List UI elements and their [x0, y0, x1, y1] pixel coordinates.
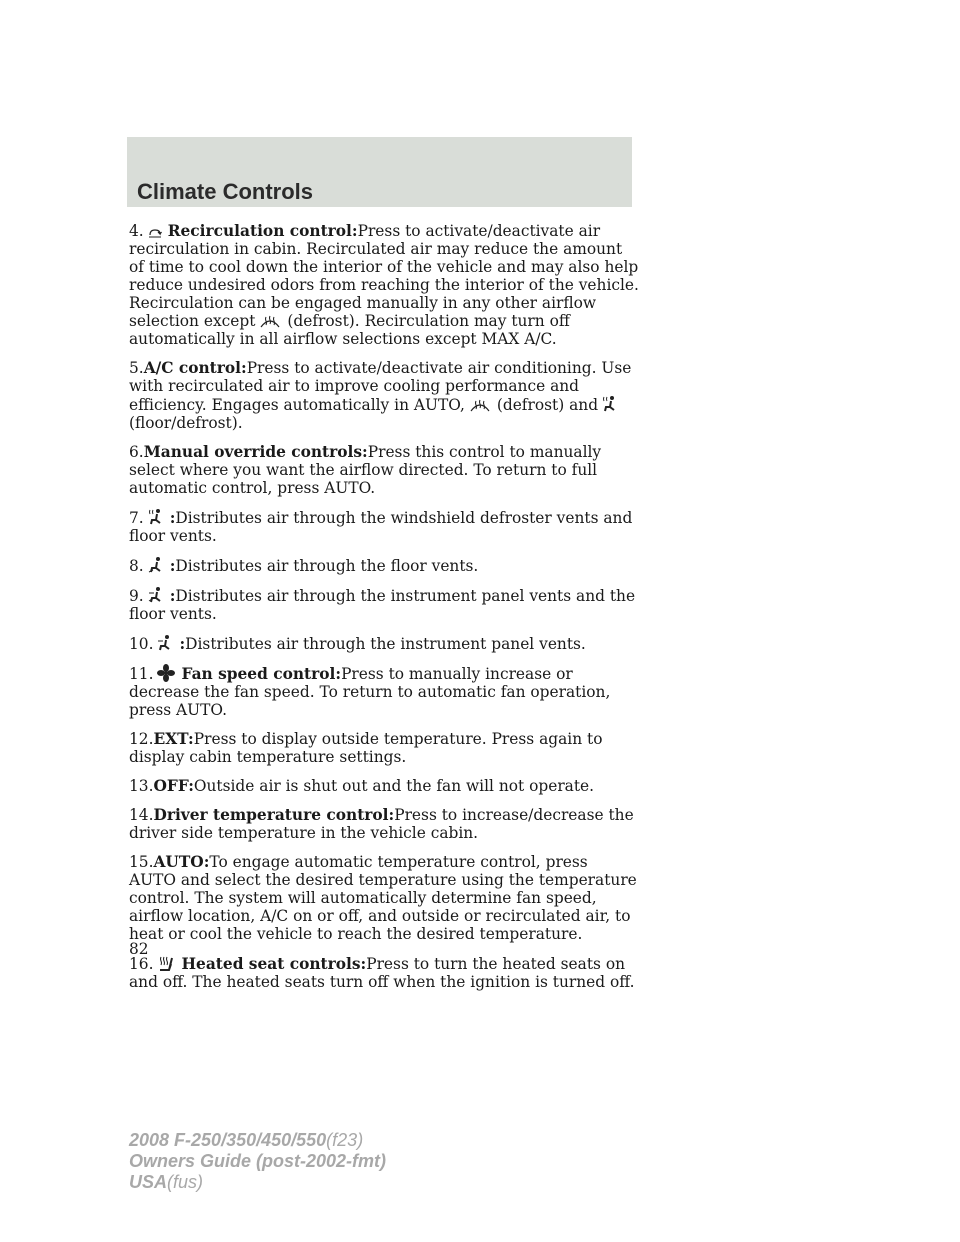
item-text: Press to turn the heated seats on and off. The heated seats turn off when the ignition is turned off. — [129, 955, 635, 991]
footer-line-market: USA(fus) — [129, 1172, 204, 1192]
item-16 — [129, 954, 639, 991]
item-label: EXT: — [153, 730, 194, 748]
item-number: 15. — [129, 853, 154, 871]
item-number: 14. — [129, 806, 154, 824]
item-text: Outside air is shut out and the fan will not operate. — [193, 777, 595, 795]
item-label: OFF: — [153, 777, 194, 795]
defrost-icon — [469, 397, 491, 413]
item-15 — [129, 853, 639, 943]
item-text-continued: Recirculation may turn off automatically in all airflow selections except MAX A/C. — [129, 312, 570, 348]
item-label: : — [169, 587, 176, 605]
floor-defrost-icon — [602, 395, 618, 413]
item-label: Driver temperature control: — [153, 806, 395, 824]
item-11 — [129, 664, 639, 719]
item-number: 7. — [129, 509, 144, 527]
recirculation-icon — [148, 229, 162, 239]
item-text: Press to activate/deactivate air conditioning. Use with recirculated air to improve cooling performance and efficiency. Engages automatically in AUTO, — [129, 359, 632, 414]
item-label: Recirculation control: — [167, 222, 358, 240]
item-7 — [129, 508, 639, 545]
item-label: Fan speed control: — [181, 665, 342, 683]
item-text: Distributes air through the instrument panel vents and the floor vents. — [129, 587, 636, 623]
item-label: Heated seat controls: — [181, 955, 367, 973]
item-text-mid: (defrost) and — [496, 396, 599, 414]
heated-seat-icon — [157, 954, 175, 972]
defrost-label: (defrost). — [287, 312, 360, 330]
footer-line-model: 2008 F-250/350/450/550(f23) — [129, 1130, 364, 1150]
item-label: : — [169, 557, 176, 575]
item-text: Press this control to manually select where you want the airflow directed. To return to full automatic control, press AUTO. — [129, 443, 602, 497]
item-9 — [129, 586, 639, 623]
item-label: : — [179, 635, 186, 653]
item-number: 6. — [129, 443, 144, 461]
page-number: 82 — [129, 940, 149, 958]
item-number: 16. — [129, 955, 154, 973]
item-label: A/C control: — [143, 359, 247, 377]
item-number: 5. — [129, 359, 144, 377]
floor-defrost-icon — [148, 508, 164, 526]
item-text-end: (floor/defrost). — [129, 414, 243, 432]
item-label: Manual override controls: — [143, 443, 368, 461]
item-text: Press to manually increase or decrease the fan speed. To return to automatic fan operation, press AUTO. — [129, 665, 611, 719]
item-number: 4. — [129, 222, 144, 240]
item-8 — [129, 556, 639, 575]
item-number: 9. — [129, 587, 144, 605]
section-title: Climate Controls — [137, 179, 314, 204]
defrost-icon — [259, 313, 281, 329]
document-footer — [129, 1130, 386, 1193]
item-4 — [129, 222, 639, 348]
item-number: 12. — [129, 730, 154, 748]
item-text: Press to increase/decrease the driver side temperature in the vehicle cabin. — [129, 806, 634, 842]
item-5 — [129, 359, 639, 432]
item-number: 13. — [129, 777, 154, 795]
item-text: Distributes air through the floor vents. — [175, 557, 479, 575]
section-header-band — [127, 137, 632, 207]
item-14 — [129, 806, 639, 842]
panel-icon — [157, 634, 173, 652]
item-10 — [129, 634, 639, 653]
item-number: 10. — [129, 635, 154, 653]
footer-line-guide: Owners Guide (post-2002-fmt) — [129, 1151, 387, 1171]
item-6 — [129, 443, 639, 497]
panel-floor-icon — [148, 586, 164, 604]
item-text: Distributes air through the instrument panel vents. — [185, 635, 586, 653]
item-label: : — [169, 509, 176, 527]
manual-body — [129, 222, 639, 1002]
item-13 — [129, 777, 639, 795]
item-number: 11. — [129, 665, 154, 683]
item-12 — [129, 730, 639, 766]
item-text: Press to display outside temperature. Press again to display cabin temperature settings. — [129, 730, 603, 766]
fan-icon — [157, 664, 175, 682]
item-text: Press to activate/deactivate air recirculation in cabin. Recirculated air may reduce the amount of time to cool down the interior of the vehicle and may also help reduce undesired odors from reaching the interior of the vehicle. Recirculation can be engaged manually in any other airflow selection except — [129, 222, 639, 330]
floor-icon — [148, 556, 164, 574]
item-text: Distributes air through the windshield defroster vents and floor vents. — [129, 509, 633, 545]
item-label: AUTO: — [153, 853, 210, 871]
item-number: 8. — [129, 557, 144, 575]
item-text: To engage automatic temperature control, press AUTO and select the desired temperature using the temperature control. The system will automatically determine fan speed, airflow location, A/C on or off, and outside or recirculated air, to heat or cool the vehicle to reach the desired temperature. — [129, 853, 637, 943]
